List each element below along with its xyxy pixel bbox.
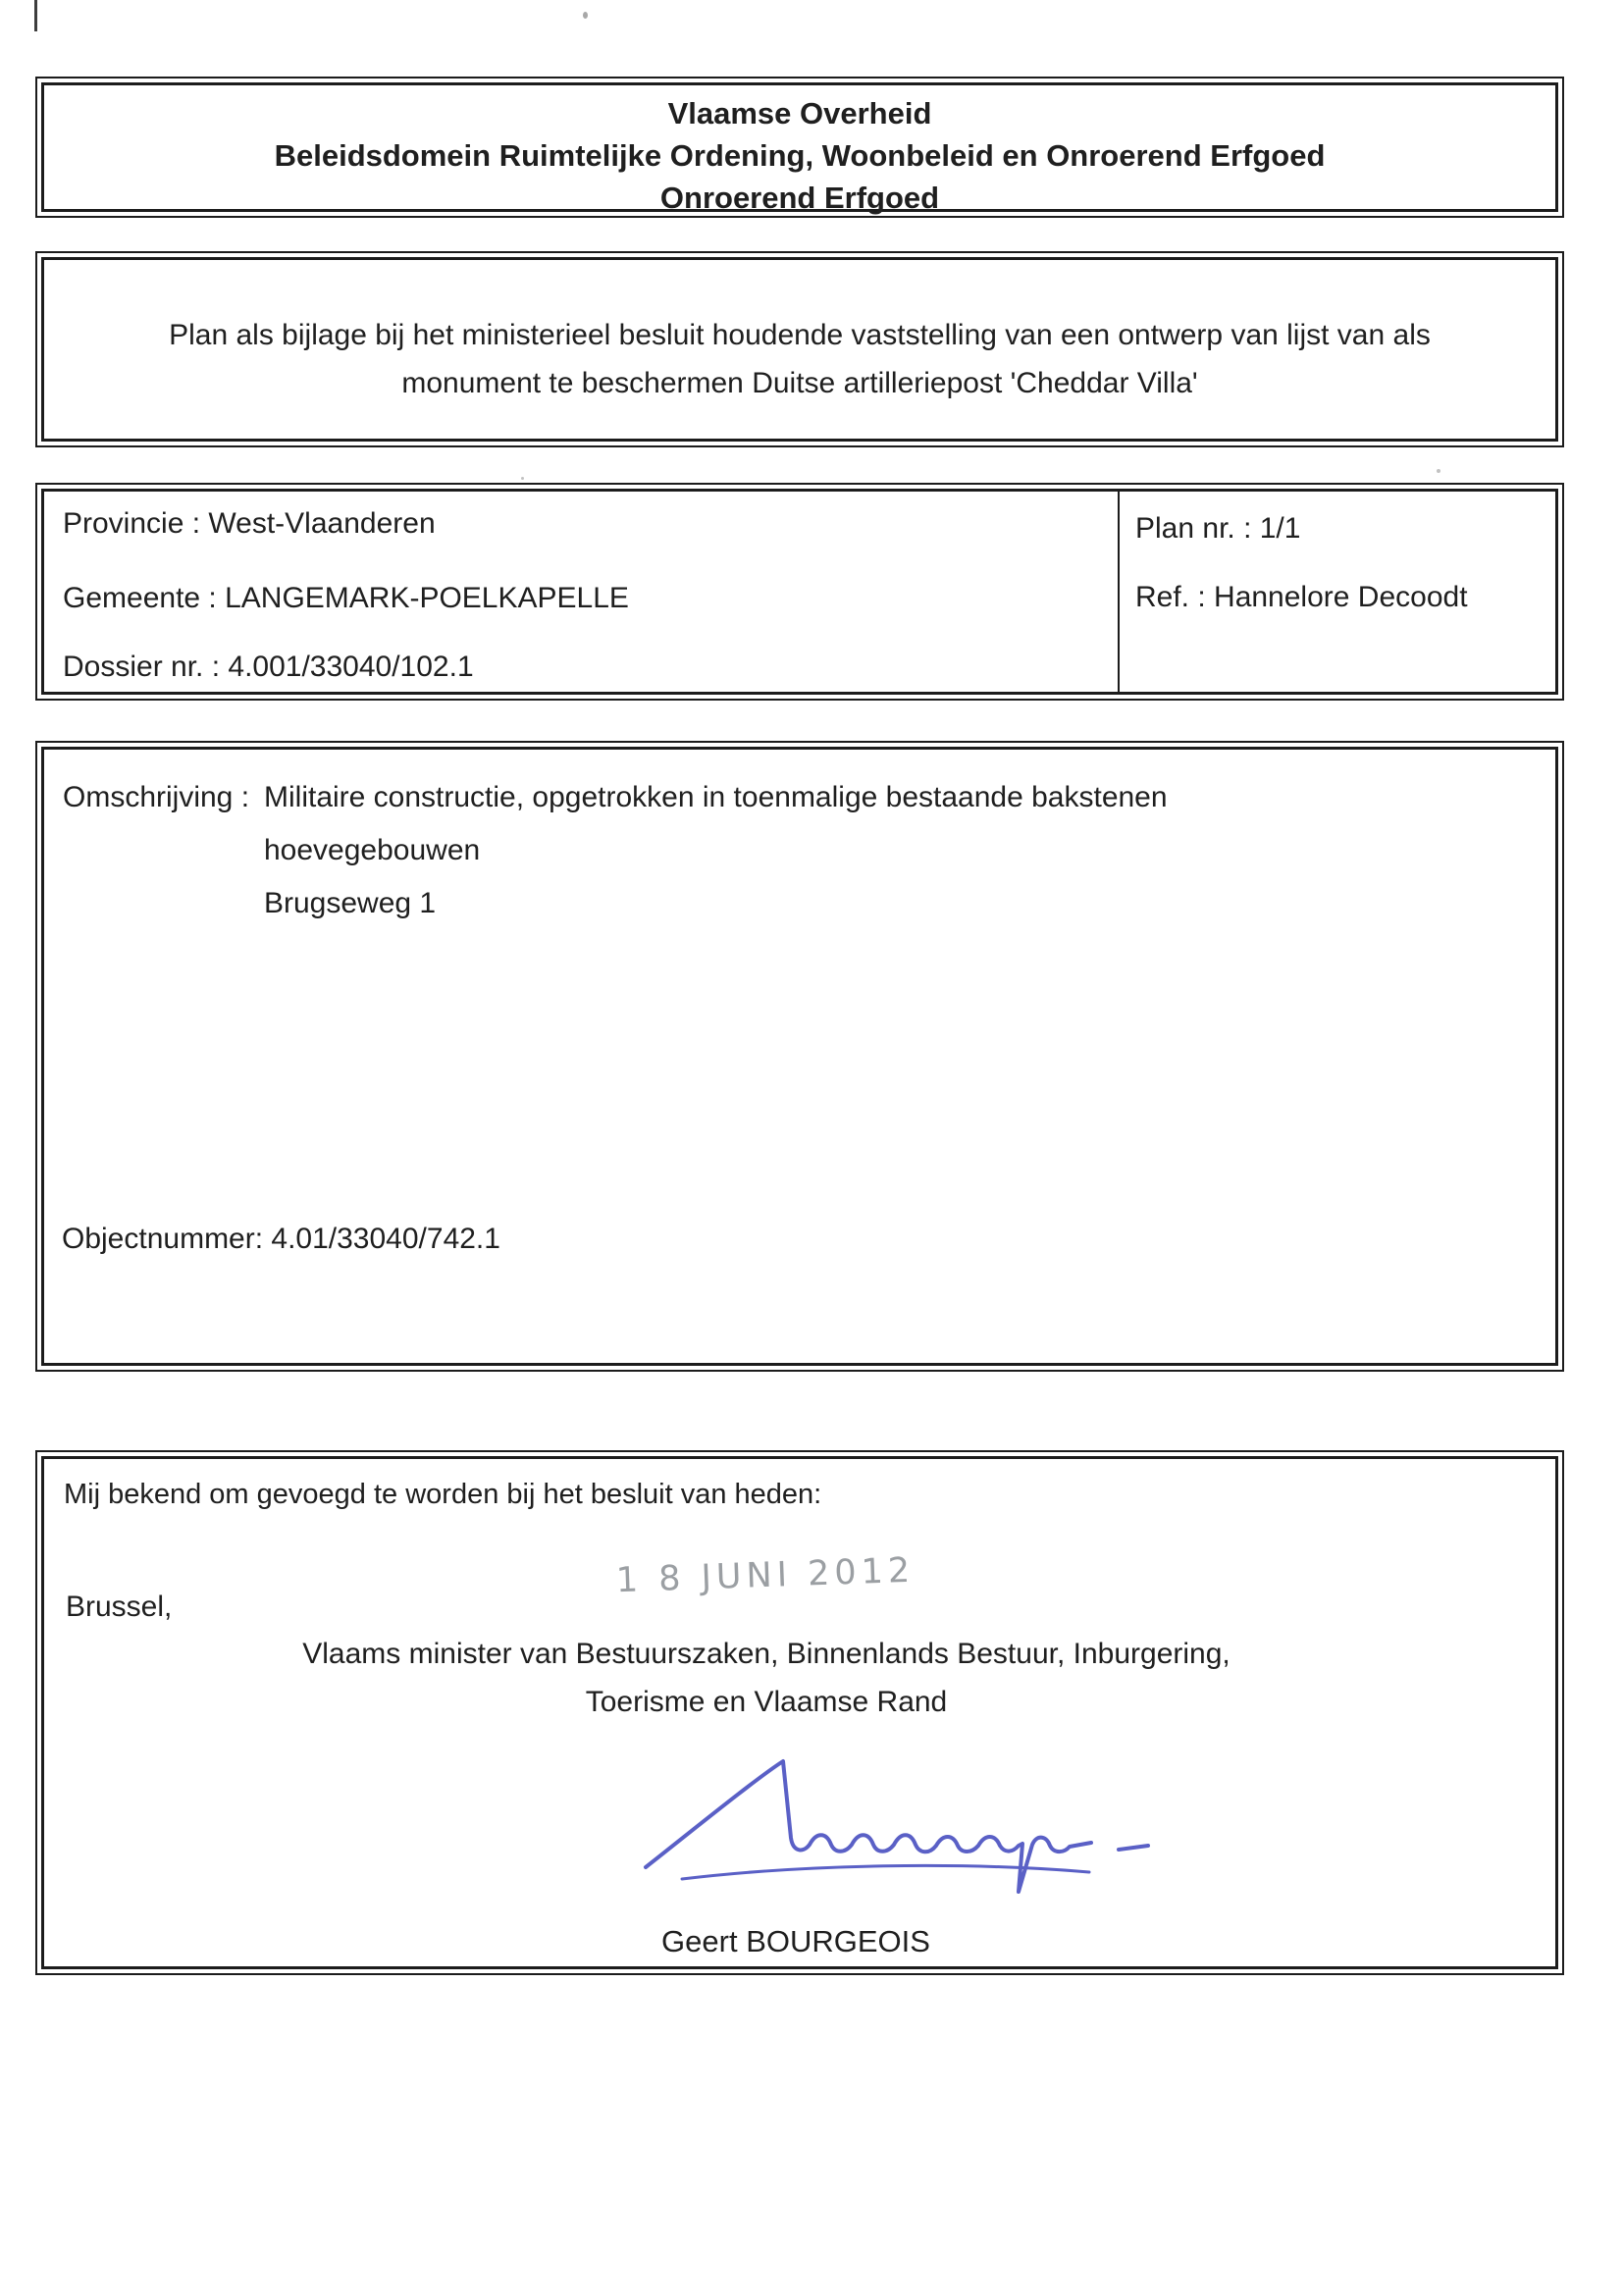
plan-title-line: Plan als bijlage bij het ministerieel besluit houdende vaststelling van een ontwerp van lijst van als (169, 319, 1431, 351)
province-row: Provincie : West-Vlaanderen (63, 507, 436, 540)
header-box (35, 77, 1564, 218)
signature-box (35, 1450, 1564, 1975)
minister-title (11, 1630, 1522, 1726)
object-number: Objectnummer: 4.01/33040/742.1 (62, 1223, 500, 1255)
minister-title-line: Vlaams minister van Bestuurszaken, Binnenlands Bestuur, Inburgering, (302, 1638, 1230, 1670)
minister-title-line: Toerisme en Vlaamse Rand (585, 1686, 948, 1718)
place-label: Brussel, (66, 1591, 173, 1623)
description-label: Omschrijving : (63, 781, 250, 813)
title-box (35, 251, 1564, 447)
plan-info-box (35, 483, 1564, 701)
description-box (35, 741, 1564, 1372)
scan-artifact (34, 0, 37, 31)
scan-artifact (583, 12, 588, 19)
plan-info-right-column (1120, 492, 1555, 692)
description-line: hoevegebouwen (264, 834, 481, 866)
description-text (264, 771, 1168, 930)
description-line: Brugseweg 1 (264, 887, 437, 919)
municipality-row: Gemeente : LANGEMARK-POELKAPELLE (63, 582, 629, 614)
signature-image (628, 1751, 1217, 1908)
plan-number-row: Plan nr. : 1/1 (1135, 512, 1301, 545)
scan-artifact (1437, 469, 1440, 473)
signatory-name: Geert BOURGEOIS (661, 1924, 930, 1958)
plan-title-line: monument te beschermen Duitse artilleriepost 'Cheddar Villa' (401, 367, 1198, 399)
date-stamp: 1 8 JUNI 2012 (615, 1550, 916, 1601)
plan-info-left-column (44, 492, 1120, 692)
scan-artifact (521, 477, 524, 480)
reference-row: Ref. : Hannelore Decoodt (1135, 581, 1468, 613)
policy-domain: Beleidsdomein Ruimtelijke Ordening, Woonbeleid en Onroerend Erfgoed (274, 138, 1326, 173)
dossier-row: Dossier nr. : 4.001/33040/102.1 (63, 651, 474, 683)
statement-line: Mij bekend om gevoegd te worden bij het besluit van heden: (64, 1479, 822, 1510)
org-name: Vlaamse Overheid (667, 96, 932, 130)
description-line: Militaire constructie, opgetrokken in toenmalige bestaande bakstenen (264, 781, 1168, 813)
agency-name: Onroerend Erfgoed (659, 181, 940, 215)
